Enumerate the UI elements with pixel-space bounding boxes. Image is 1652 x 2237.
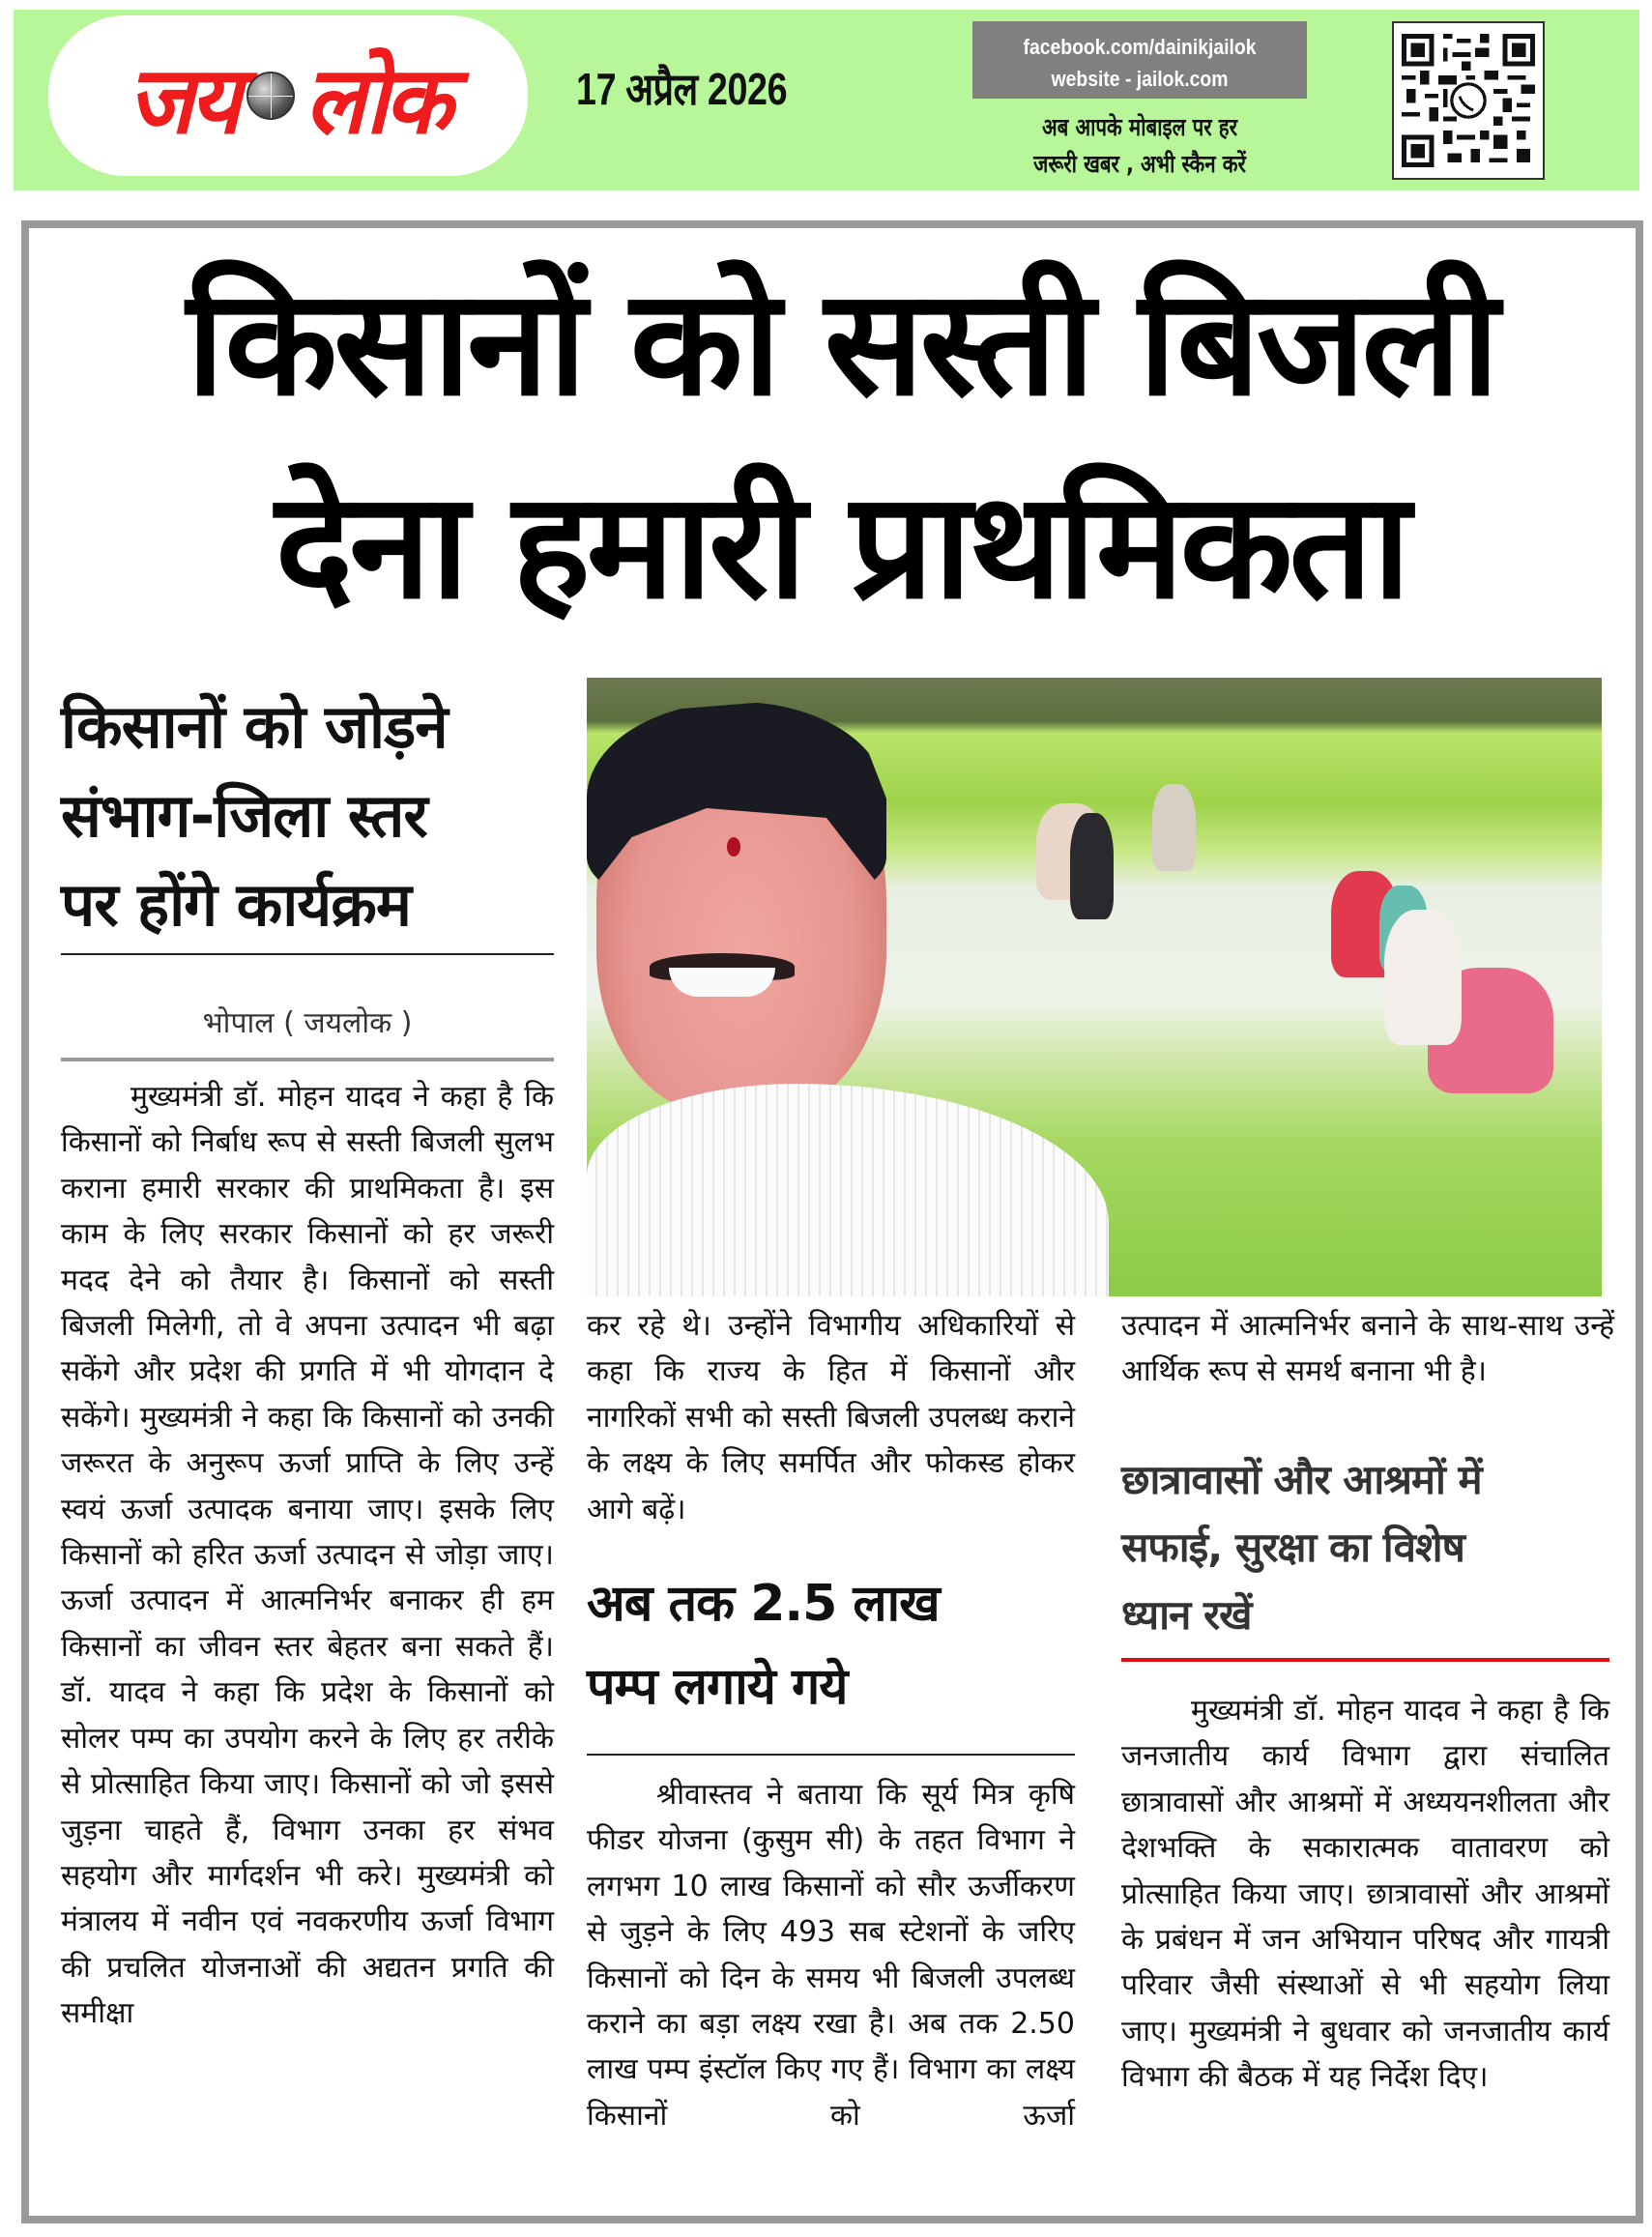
tagline-line-2: जरूरी खबर , अभी स्कैन करें	[1033, 150, 1246, 178]
article-frame	[21, 220, 1643, 2223]
byline-divider	[61, 1058, 554, 1061]
tagline-line-1: अब आपके मोबाइल पर हर	[1041, 113, 1238, 141]
globe-icon	[246, 72, 295, 120]
scan-tagline	[1002, 109, 1277, 183]
headline-line-2: देना हमारी प्राथमिकता	[275, 460, 1407, 631]
right-subhead-red-divider	[1121, 1658, 1609, 1662]
white-kurta	[587, 1084, 1109, 1296]
middle-column-body-top	[587, 1303, 1075, 1532]
issue-date: 17 अप्रैल 2026	[576, 64, 788, 114]
right-subheadline	[1121, 1446, 1614, 1649]
right-column-body-top	[1121, 1303, 1614, 1395]
headline-line-1: किसानों को सस्ती बिजली	[186, 257, 1496, 428]
logo-text-jai: जय	[127, 45, 238, 155]
middle-subhead-divider	[587, 1754, 1075, 1756]
farmer-figure	[1384, 910, 1462, 1045]
left-subhead-line-1: किसानों को जोड़ने	[61, 691, 448, 762]
whatsapp-icon	[1452, 84, 1485, 117]
middle-subhead-line-2: पम्प लगाये गये	[587, 1658, 848, 1716]
byline: भोपाल ( जयलोक )	[202, 1006, 413, 1040]
right-body-top-paragraph: उत्पादन में आत्मनिर्भर बनाने के साथ-साथ उन्हें आर्थिक रूप से समर्थ बनाना भी है।	[1121, 1309, 1614, 1389]
article-photo	[587, 678, 1602, 1296]
main-headline	[48, 242, 1634, 648]
qr-code[interactable]	[1392, 21, 1545, 180]
right-subhead-line-2: सफाई, सुरक्षा का विशेष	[1121, 1524, 1464, 1571]
website-link[interactable]: website - jailok.com	[1051, 67, 1229, 91]
right-subhead-line-1: छात्रावासों और आश्रमों में	[1121, 1456, 1482, 1503]
middle-subheadline	[587, 1562, 1075, 1729]
farmer-figure	[1070, 813, 1114, 919]
left-column-body	[61, 1074, 554, 2037]
middle-body-bottom-paragraph: श्रीवास्तव ने बताया कि सूर्य मित्र कृषि फीडर योजना (कुसुम सी) के तहत विभाग ने लगभग 10 लाख किसानों को सौर ऊर्जीकरण से जुड़ने के लिए 493 सब स्टेशनों के जरिए किसानों को दिन के समय भी बिजली उपलब्ध कराने का बड़ा लक्ष्य रखा है। अब तक 2.50 लाख पम्प इंस्टॉल किए गए हैं। विभाग का लक्ष्य किसानों को ऊर्जा	[587, 1778, 1075, 2133]
left-subheadline	[61, 683, 568, 949]
logo-text-lok: लोक	[304, 45, 449, 155]
right-column-body-bottom	[1121, 1688, 1609, 2101]
left-subhead-line-2: संभाग-जिला स्तर	[61, 780, 427, 851]
newspaper-logo[interactable]	[48, 15, 528, 176]
smile-shape	[669, 968, 775, 997]
middle-column-body-bottom	[587, 1772, 1075, 2138]
middle-subhead-line-1: अब तक 2.5 लाख	[587, 1575, 940, 1633]
right-subhead-line-3: ध्यान रखें	[1121, 1591, 1252, 1639]
farmer-figure	[1152, 784, 1196, 871]
masthead	[14, 10, 1639, 190]
facebook-link[interactable]: facebook.com/dainikjailok	[1023, 35, 1257, 59]
left-body-paragraph: मुख्यमंत्री डॉ. मोहन यादव ने कहा है कि किसानों को निर्बाध रूप से सस्ती बिजली सुलभ कराना हमारी सरकार की प्राथमिकता है। इस काम के लिए सरकार किसानों को हर जरूरी मदद देने को तैयार है। किसानों को सस्ती बिजली मिलेगी, तो वे अपना उत्पादन भी बढ़ा सकेंगे और प्रदेश की प्रगति में भी योगदान दे सकेंगे। मुख्यमंत्री ने कहा कि किसानों को उनकी जरूरत के अनुरूप ऊर्जा प्राप्ति के लिए उन्हें स्वयं ऊर्जा उत्पादक बनाया जाए। इसके लिए किसानों को हरित ऊर्जा उत्पादन से जोड़ा जाए। ऊर्जा उत्पादन में आत्मनिर्भर बनाकर ही हम किसानों का जीवन स्तर बेहतर बना सकते हैं। डॉ. यादव ने कहा कि प्रदेश के किसानों को सोलर पम्प का उपयोग करने के लिए हर तरीके से प्रोत्साहित किया जाए। किसानों को जो इससे जुड़ना चाहते हैं, विभाग उनका हर संभव सहयोग और मार्गदर्शन भी करे। मुख्यमंत्री को मंत्रालय में नवीन एवं नवकरणीय ऊर्जा विभाग की प्रचलित योजनाओं की अद्यतन प्रगति की समीक्षा	[61, 1080, 554, 2031]
qr-code-icon	[1402, 31, 1535, 170]
tilak-mark	[727, 837, 740, 857]
social-links-box	[972, 21, 1307, 99]
right-body-bottom-paragraph: मुख्यमंत्री डॉ. मोहन यादव ने कहा है कि जनजातीय कार्य विभाग द्वारा संचालित छात्रावासों और आश्रमों में अध्ययनशीलता और देशभक्ति के सकारात्मक वातावरण को प्रोत्साहित किया जाए। छात्रावासों और आश्रमों के प्रबंधन में जन अभियान परिषद और गायत्री परिवार जैसी संस्थाओं से भी सहयोग लिया जाए। मुख्यमंत्री ने बुधवार को जनजातीय कार्य विभाग की बैठक में यह निर्देश दिए।	[1121, 1694, 1609, 2095]
left-subhead-line-3: पर होंगे कार्यक्रम	[61, 869, 411, 940]
middle-body-top-paragraph: कर रहे थे। उन्होंने विभागीय अधिकारियों से कहा कि राज्य के हित में किसानों और नागरिकों सभी को सस्ती बिजली उपलब्ध कराने के लक्ष्य के लिए समर्पित और फोकस्ड होकर आगे बढ़ें।	[587, 1309, 1075, 1526]
subhead-divider	[61, 953, 554, 955]
